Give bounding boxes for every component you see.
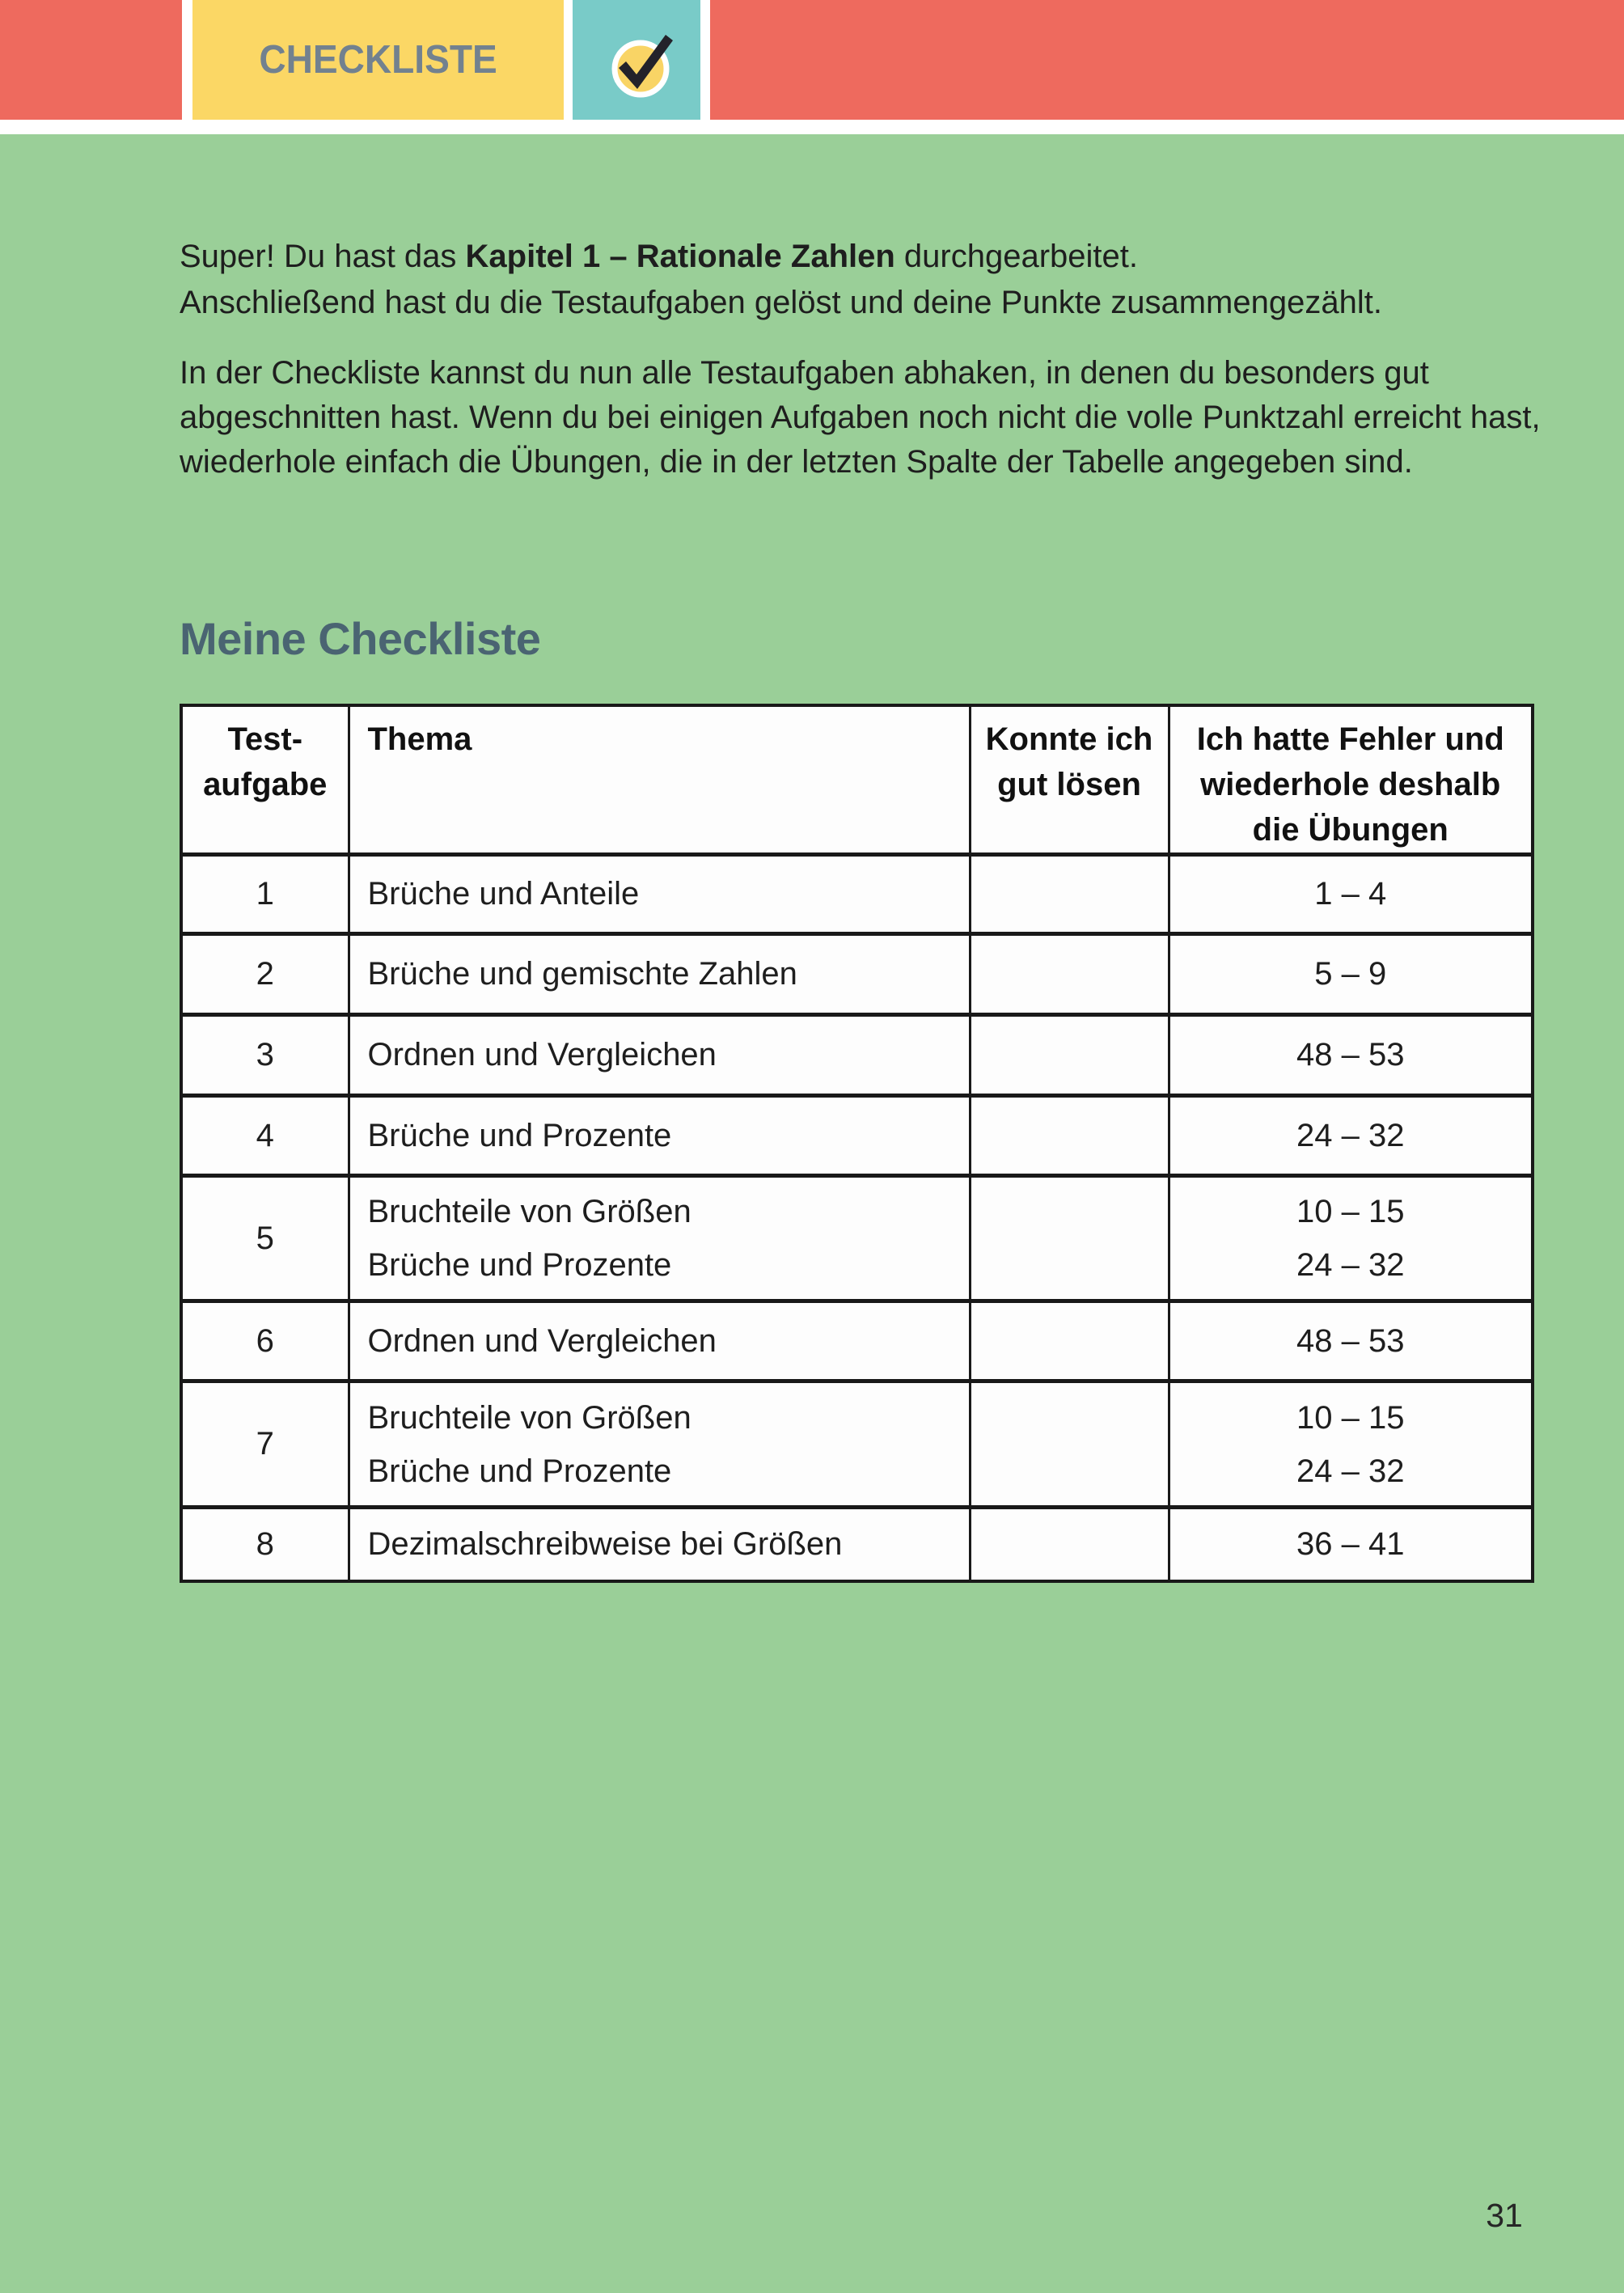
header-konnte-ich-gut-loesen: Konnte ich gut lösen bbox=[970, 705, 1169, 855]
could-solve-cell bbox=[970, 1508, 1169, 1581]
intro-line-2: Anschließend hast du die Testaufgaben gelöst und deine Punkte zusammengezählt. bbox=[180, 285, 1382, 320]
page-header-title: CHECKLISTE bbox=[259, 38, 497, 82]
section-heading: Meine Checkliste bbox=[180, 613, 541, 664]
header-band-red-left bbox=[0, 0, 182, 120]
test-number-cell: 1 bbox=[256, 876, 274, 912]
table-row bbox=[181, 1096, 1533, 1176]
table-header-row bbox=[181, 705, 1533, 855]
exercises-cell: 24 – 32 bbox=[1169, 1096, 1533, 1176]
check-icon bbox=[573, 0, 700, 120]
exercises-cell: 5 – 9 bbox=[1169, 934, 1533, 1015]
header-band-yellow bbox=[192, 0, 564, 120]
table-row bbox=[181, 1176, 1533, 1301]
intro-line-1: Super! Du hast das Kapitel 1 – Rationale Zahlen durchgearbeitet. bbox=[180, 239, 1138, 274]
could-solve-cell bbox=[970, 1176, 1169, 1301]
exercises-cell: 1 – 4 bbox=[1169, 855, 1533, 934]
could-solve-cell bbox=[970, 1301, 1169, 1381]
could-solve-cell bbox=[970, 855, 1169, 934]
chapter-title-bold: Kapitel 1 – Rationale Zahlen bbox=[465, 239, 895, 274]
table-row bbox=[181, 1015, 1533, 1096]
exercises-cell: 10 – 15 24 – 32 bbox=[1169, 1381, 1533, 1508]
page-number: 31 bbox=[1486, 2197, 1523, 2234]
header-thema: Thema bbox=[349, 705, 970, 855]
header-fehler-uebungen: Ich hatte Fehler und wiederhole deshalb die Übungen bbox=[1169, 705, 1533, 855]
topic-cell: Ordnen und Vergleichen bbox=[349, 1301, 970, 1381]
table-row bbox=[181, 855, 1533, 934]
could-solve-cell bbox=[970, 1096, 1169, 1176]
could-solve-cell bbox=[970, 1015, 1169, 1096]
table-row bbox=[181, 934, 1533, 1015]
topic-cell: Brüche und Anteile bbox=[349, 855, 970, 934]
topic-cell: Brüche und gemischte Zahlen bbox=[349, 934, 970, 1015]
topic-cell: Ordnen und Vergleichen bbox=[349, 1015, 970, 1096]
test-number-cell: 6 bbox=[256, 1322, 274, 1359]
intro-paragraph-1 bbox=[180, 234, 1563, 326]
test-number-cell: 8 bbox=[256, 1525, 274, 1562]
header-testaufgabe: Test- aufgabe bbox=[203, 721, 328, 802]
exercises-cell: 48 – 53 bbox=[1169, 1015, 1533, 1096]
topic-cell: Bruchteile von Größen Brüche und Prozente bbox=[349, 1381, 970, 1508]
table-row bbox=[181, 1508, 1533, 1581]
exercises-cell: 10 – 15 24 – 32 bbox=[1169, 1176, 1533, 1301]
table-row bbox=[181, 1301, 1533, 1381]
test-number-cell: 2 bbox=[256, 956, 274, 992]
table-row bbox=[181, 1381, 1533, 1508]
test-number-cell: 7 bbox=[256, 1426, 274, 1462]
exercises-cell: 36 – 41 bbox=[1169, 1508, 1533, 1581]
could-solve-cell bbox=[970, 934, 1169, 1015]
test-number-cell: 3 bbox=[256, 1037, 274, 1072]
topic-cell: Brüche und Prozente bbox=[349, 1096, 970, 1176]
checklist-table bbox=[180, 704, 1534, 1583]
topic-cell: Bruchteile von Größen Brüche und Prozente bbox=[349, 1176, 970, 1301]
header-band-teal bbox=[573, 0, 700, 120]
could-solve-cell bbox=[970, 1381, 1169, 1508]
topic-cell: Dezimalschreibweise bei Größen bbox=[349, 1508, 970, 1581]
test-number-cell: 5 bbox=[256, 1220, 274, 1256]
intro-paragraph-2: In der Checkliste kannst du nun alle Testaufgaben abhaken, in denen du besonders gut abgeschnitten hast. Wenn du bei einigen Aufgaben noch nicht die volle Punktzahl erreicht hast, wiederhole einfach die Übungen, die in der letzten Spalte der Tabelle angegeben sind. bbox=[180, 355, 1541, 480]
header-band-red-right bbox=[710, 0, 1624, 120]
test-number-cell: 4 bbox=[256, 1117, 274, 1153]
exercises-cell: 48 – 53 bbox=[1169, 1301, 1533, 1381]
